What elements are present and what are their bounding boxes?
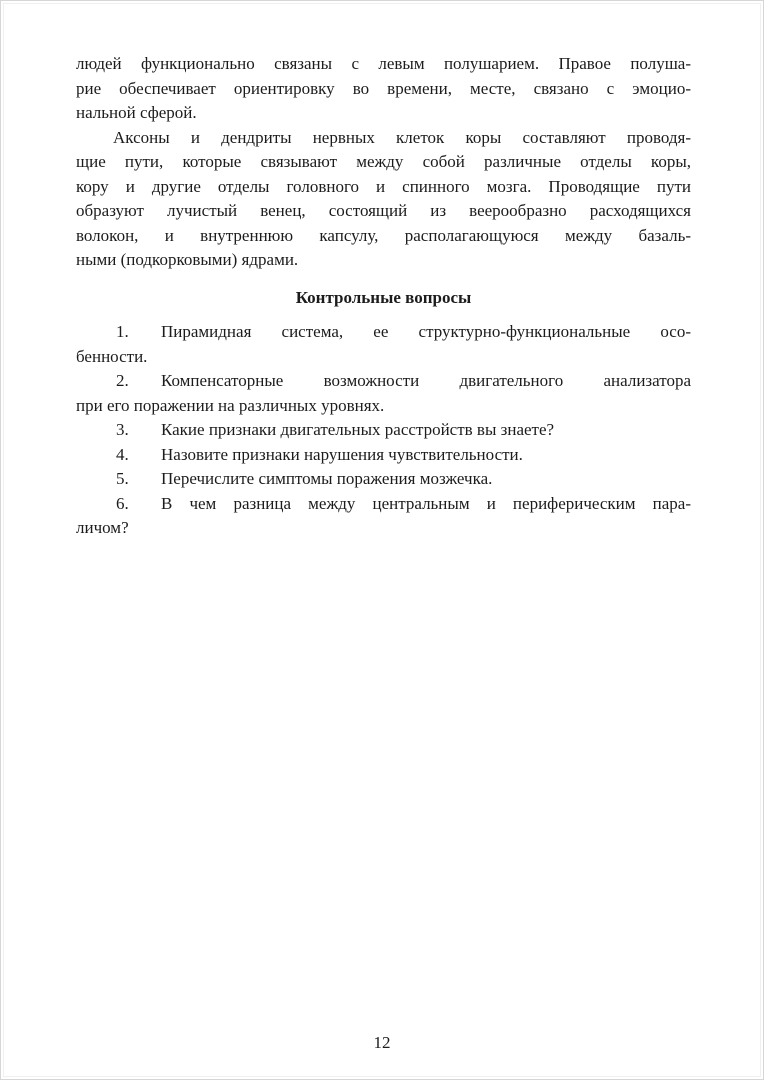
question-number: 2. — [116, 371, 129, 390]
text-line: рие обеспечивает ориентировку во времени, месте, связано с эмоцио- — [76, 78, 691, 98]
paragraph — [76, 126, 691, 273]
question-number: 1. — [116, 322, 129, 341]
text-line: образуют лучистый венец, состоящий из веерообразно расходящихся — [76, 201, 691, 220]
question-text: В чем разница между центральным и периферическим пара- — [161, 493, 691, 513]
question-text: бенности. — [76, 346, 148, 366]
text-line: ными (подкорковыми) ядрами. — [76, 250, 299, 269]
question-number: 3. — [116, 420, 129, 439]
question-text: Компенсаторные возможности двигательного анализатора — [161, 371, 691, 390]
question-text: Перечислите симптомы поражения мозжечка. — [161, 469, 493, 488]
question-number: 4. — [116, 444, 129, 464]
section-heading: Контрольные вопросы — [295, 287, 472, 307]
question-item — [76, 369, 691, 418]
text-line: щие пути, которые связывают между собой различные отделы коры, — [76, 152, 691, 171]
page-text-block — [76, 52, 691, 541]
question-text: Пирамидная система, ее структурно-функциональные осо- — [161, 322, 691, 341]
paragraph — [76, 52, 691, 126]
question-number: 5. — [116, 469, 129, 488]
question-first-line — [76, 320, 691, 345]
question-text: Назовите признаки нарушения чувствительности. — [161, 444, 523, 464]
question-number: 6. — [116, 493, 129, 513]
text-line: кору и другие отделы головного и спинного мозга. Проводящие пути — [76, 176, 691, 196]
question-text: Какие признаки двигательных расстройств вы знаете? — [161, 420, 555, 439]
text-line: Аксоны и дендриты нервных клеток коры составляют проводя- — [113, 127, 691, 147]
text-line: нальной сферой. — [76, 103, 197, 122]
question-item — [76, 418, 691, 443]
page-number: 12 — [373, 1032, 391, 1052]
question-first-line — [76, 492, 691, 517]
question-text: при его поражении на различных уровнях. — [76, 395, 385, 415]
text-line: людей функционально связаны с левым полушарием. Правое полуша- — [76, 54, 691, 73]
question-item — [76, 320, 691, 369]
question-first-line — [76, 443, 691, 468]
question-first-line — [76, 467, 691, 492]
question-item — [76, 467, 691, 492]
question-first-line — [76, 369, 691, 394]
question-item — [76, 443, 691, 468]
question-item — [76, 492, 691, 541]
question-text: личом? — [76, 518, 129, 537]
text-line: волокон, и внутреннюю капсулу, располагающуюся между базаль- — [76, 225, 691, 245]
question-first-line — [76, 418, 691, 443]
